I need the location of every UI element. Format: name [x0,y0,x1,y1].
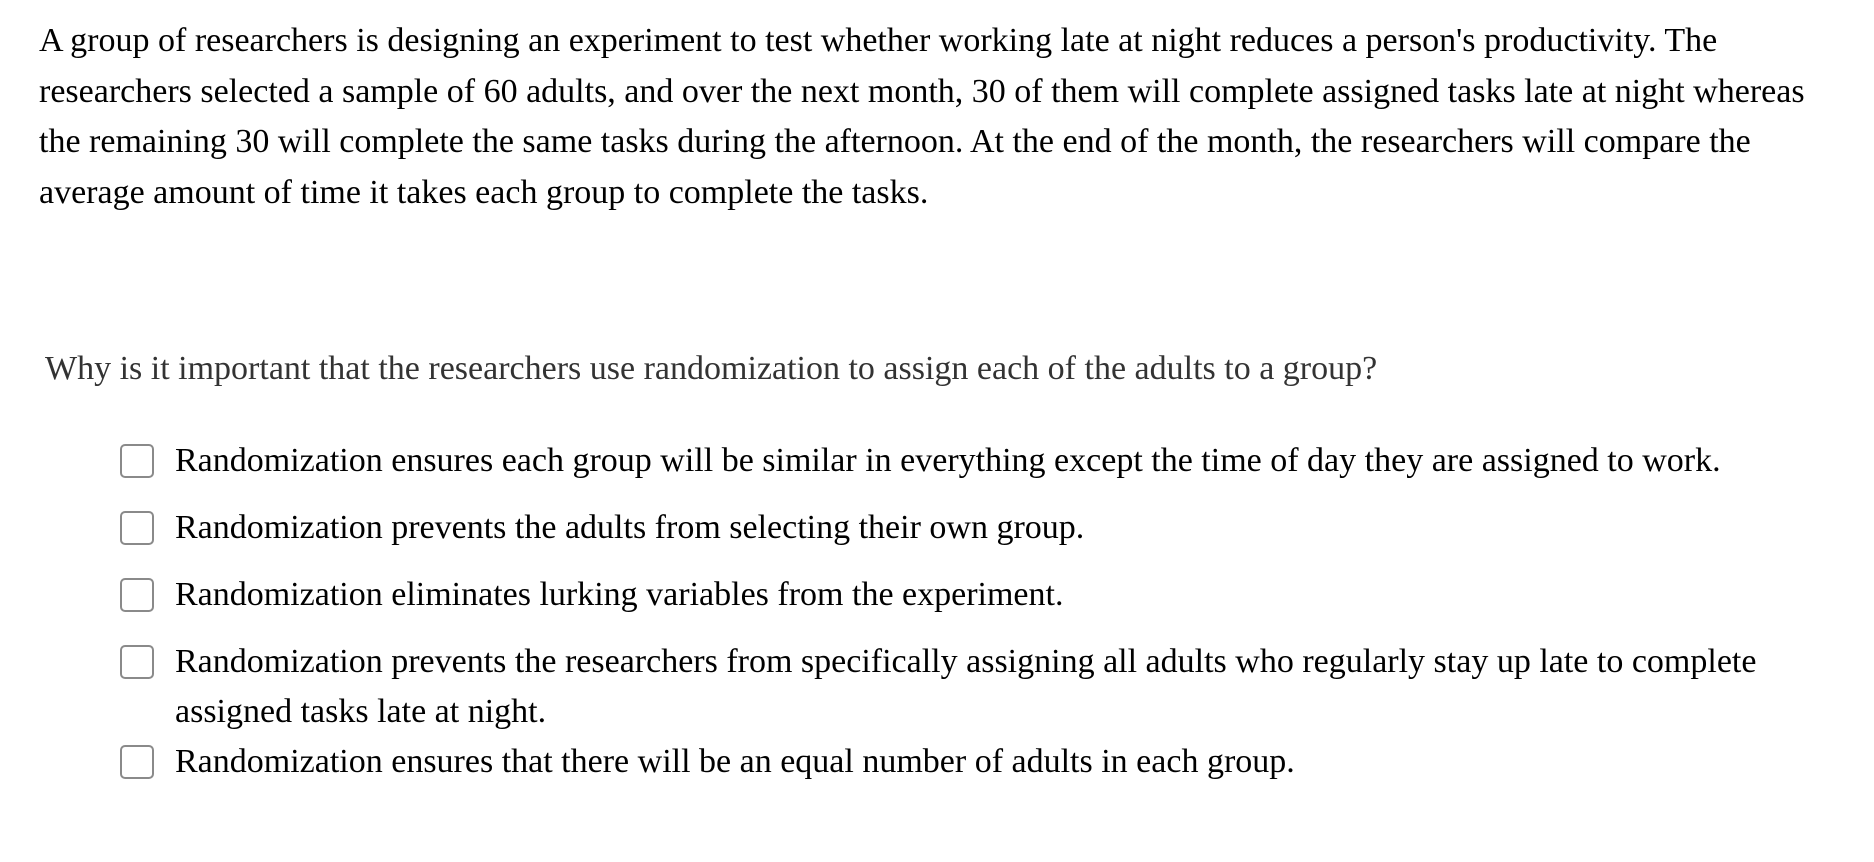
choice-option-2[interactable] [120,503,1820,553]
answer-choices [120,436,1820,804]
choice-label-1[interactable]: Randomization ensures each group will be similar in everything except the time of day they are assigned to work. [175,442,1721,479]
choice-option-1[interactable] [120,436,1820,486]
choice-label-3[interactable]: Randomization eliminates lurking variables from the experiment. [175,576,1064,613]
choice-label-5[interactable]: Randomization ensures that there will be an equal number of adults in each group. [175,743,1295,780]
choice-checkbox-5[interactable] [120,745,154,779]
choice-option-3[interactable] [120,570,1820,620]
question-prompt: Why is it important that the researchers use randomization to assign each of the adults to a group? [45,350,1378,387]
choice-checkbox-2[interactable] [120,511,154,545]
choice-checkbox-1[interactable] [120,444,154,478]
choice-label-4[interactable]: Randomization prevents the researchers from specifically assigning all adults who regularly stay up late to complete assigned tasks late at night. [175,643,1757,730]
stimulus-text: A group of researchers is designing an experiment to test whether working late at night reduces a person's productivity. The researchers selected a sample of 60 adults, and over the next month, 30 of them will complete assigned tasks late at night whereas the remaining 30 will complete the same tasks during the afternoon. At the end of the month, the researchers will compare the average amount of time it takes each group to complete the tasks. [39,22,1805,211]
choice-checkbox-4[interactable] [120,645,154,679]
choice-option-5[interactable] [120,737,1820,787]
choice-option-4[interactable] [120,637,1820,737]
choice-label-2[interactable]: Randomization prevents the adults from selecting their own group. [175,509,1085,546]
choice-checkbox-3[interactable] [120,578,154,612]
